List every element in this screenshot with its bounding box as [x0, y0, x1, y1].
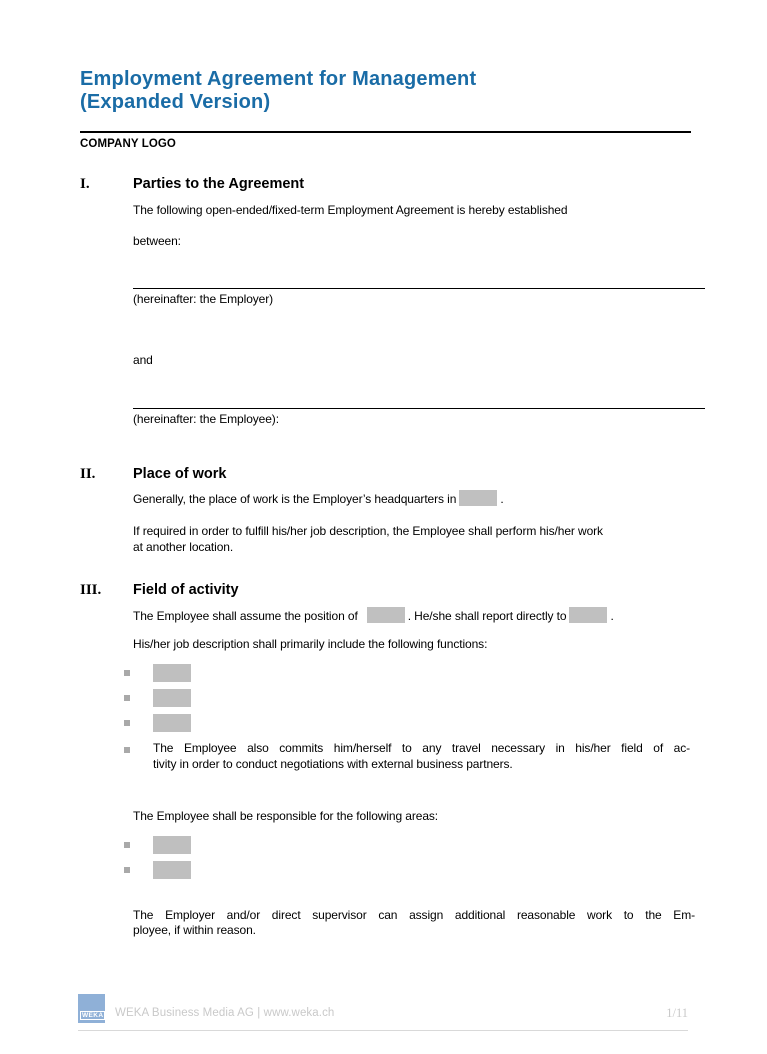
areas-intro: The Employee shall be responsible for the following areas:	[133, 809, 439, 823]
travel-bullet	[124, 741, 701, 772]
headquarters-text-after: .	[500, 491, 504, 506]
square-bullet-icon	[124, 867, 130, 873]
travel-line-2: tivity in order to conduct negotiations with external business partners.	[153, 756, 513, 771]
function-form-field-3[interactable]	[153, 714, 191, 732]
travel-paragraph	[153, 741, 690, 772]
position-text-before: The Employee shall assume the position of	[133, 609, 358, 623]
employer-name-fill-line[interactable]	[133, 288, 705, 289]
position-paragraph	[133, 607, 695, 625]
headquarters-form-field[interactable]	[459, 490, 497, 506]
employer-caption: (hereinafter: the Employer)	[133, 292, 274, 306]
square-bullet-icon	[124, 720, 130, 726]
travel-line-1: The Employee also commits him/herself to any travel necessary in his/her field of ac-	[153, 741, 690, 755]
section-place-of-work-title: Place of work	[133, 465, 227, 482]
section-field-of-activity-title: Field of activity	[133, 582, 239, 598]
functions-bullet-list	[80, 664, 701, 732]
weka-logo-text: WEKA	[82, 1012, 104, 1019]
relocation-paragraph	[133, 524, 695, 555]
additional-work-line-2: ployee, if within reason.	[133, 923, 256, 937]
section-parties-heading	[80, 175, 701, 193]
function-form-field-2[interactable]	[153, 689, 191, 707]
section-parties-title: Parties to the Agreement	[133, 176, 305, 192]
functions-intro: His/her job description shall primarily include the following functions:	[133, 636, 488, 651]
headquarters-paragraph	[133, 490, 695, 508]
parties-intro-line-2: between:	[133, 233, 181, 248]
section-field-of-activity-numeral: III.	[80, 582, 102, 598]
section-place-of-work-heading	[80, 465, 701, 483]
section-place-of-work-numeral: II.	[80, 465, 96, 482]
section-parties-numeral: I.	[80, 176, 90, 192]
square-bullet-icon	[124, 695, 130, 701]
square-bullet-icon	[124, 670, 130, 676]
parties-conjunction: and	[133, 352, 153, 367]
parties-intro-paragraph	[133, 203, 695, 249]
header-divider	[80, 131, 691, 133]
company-logo-label: COMPANY LOGO	[80, 138, 176, 150]
area-bullet-2	[124, 861, 701, 879]
section-field-of-activity-heading	[80, 581, 701, 599]
position-form-field[interactable]	[367, 607, 405, 623]
function-bullet-1	[124, 664, 701, 682]
area-form-field-1[interactable]	[153, 836, 191, 854]
function-form-field-1[interactable]	[153, 664, 191, 682]
parties-intro-line-1: The following open-ended/fixed-term Employment Agreement is hereby established	[133, 203, 568, 217]
employee-caption: (hereinafter: the Employee):	[133, 412, 279, 426]
areas-bullet-list	[80, 836, 701, 879]
headquarters-text-before: Generally, the place of work is the Employer’s headquarters in	[133, 491, 457, 506]
footer-divider	[78, 1030, 688, 1031]
weka-logo	[78, 994, 105, 1023]
document-title	[80, 68, 701, 114]
additional-work-paragraph	[133, 908, 695, 939]
position-text-after: .	[610, 609, 614, 623]
title-line-2: (Expanded Version)	[80, 91, 271, 113]
position-text-middle: . He/she shall report directly to	[407, 609, 567, 623]
supervisor-form-field[interactable]	[569, 607, 607, 623]
area-bullet-1	[124, 836, 701, 854]
area-form-field-2[interactable]	[153, 861, 191, 879]
title-line-1: Employment Agreement for Management	[80, 68, 477, 90]
function-bullet-2	[124, 689, 701, 707]
footer-company-line: WEKA Business Media AG | www.weka.ch	[115, 1007, 335, 1019]
additional-work-line-1: The Employer and/or direct supervisor can assign additional reasonable work to the Em-	[133, 907, 695, 922]
relocation-line-1: If required in order to fulfill his/her job description, the Employee shall perform his/her work	[133, 524, 603, 538]
relocation-line-2: at another location.	[133, 539, 234, 554]
square-bullet-icon	[124, 842, 130, 848]
page-number: 1/11	[666, 1006, 688, 1020]
employee-name-fill-line[interactable]	[133, 408, 705, 409]
function-bullet-3	[124, 714, 701, 732]
square-bullet-icon	[124, 747, 130, 753]
